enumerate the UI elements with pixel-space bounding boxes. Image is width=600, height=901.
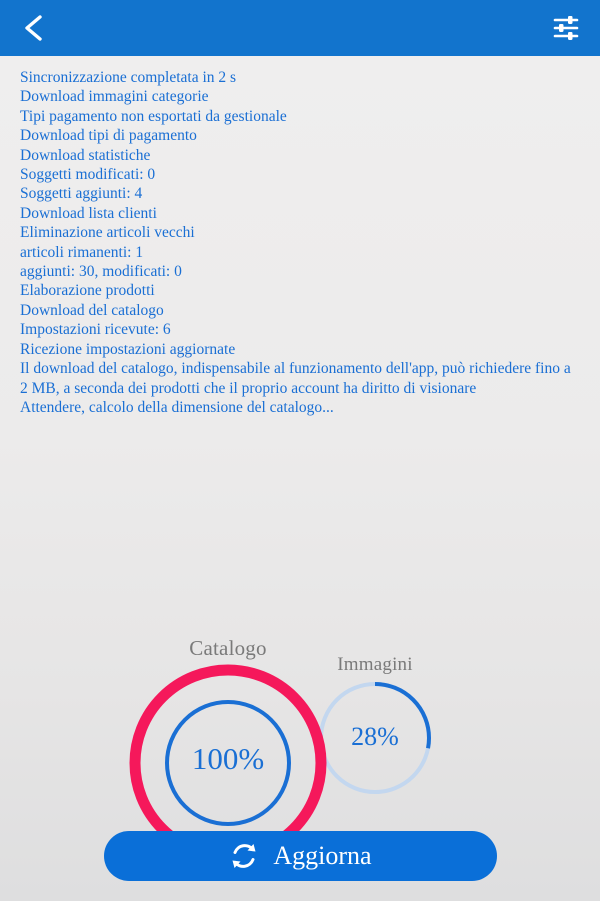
log-line: Elaborazione prodotti: [20, 282, 155, 300]
top-app-bar: [0, 0, 600, 56]
log-line: Eliminazione articoli vecchi: [20, 224, 195, 242]
images-progress-value: 28%: [351, 722, 399, 751]
catalog-progress-title: Catalogo: [189, 636, 267, 660]
refresh-icon: [229, 841, 259, 871]
images-progress-title: Immagini: [337, 654, 413, 675]
log-line: aggiunti: 30, modificati: 0: [20, 263, 182, 281]
log-line: Download statistiche: [20, 146, 151, 164]
log-line: Attendere, calcolo della dimensione del catalogo...: [20, 398, 334, 416]
log-line: Download tipi di pagamento: [20, 127, 197, 145]
sync-content-area: [0, 56, 600, 901]
log-line: Download immagini categorie: [20, 88, 209, 106]
sliders-settings-icon: [552, 14, 580, 42]
back-chevron-icon: [21, 13, 47, 43]
catalog-progress: [128, 636, 328, 863]
log-line: Ricezione impostazioni aggiornate: [20, 340, 236, 358]
log-line: Download lista clienti: [20, 204, 157, 222]
log-line: Download del catalogo: [20, 301, 164, 319]
sync-log-list: [0, 56, 600, 417]
images-progress: [313, 654, 437, 796]
log-line: Soggetti modificati: 0: [20, 166, 156, 184]
log-line: Soggetti aggiunti: 4: [20, 185, 143, 203]
update-button-label: Aggiorna: [273, 841, 372, 870]
log-line: Il download del catalogo, indispensabile al funzionamento dell'app, può richiedere fino a 2 MB, a seconda dei prodotti che il proprio account ha diritto di visionare: [20, 360, 575, 397]
log-line: Impostazioni ricevute: 6: [20, 321, 171, 339]
log-line: articoli rimanenti: 1: [20, 243, 144, 261]
log-line: Sincronizzazione completata in 2 s: [20, 69, 237, 86]
log-line: Tipi pagamento non esportati da gestionale: [20, 107, 287, 125]
update-button[interactable]: [104, 831, 497, 881]
settings-button[interactable]: [546, 8, 586, 48]
images-progress-ring: [317, 680, 433, 796]
catalog-progress-value: 100%: [191, 741, 265, 776]
back-button[interactable]: [14, 8, 54, 48]
